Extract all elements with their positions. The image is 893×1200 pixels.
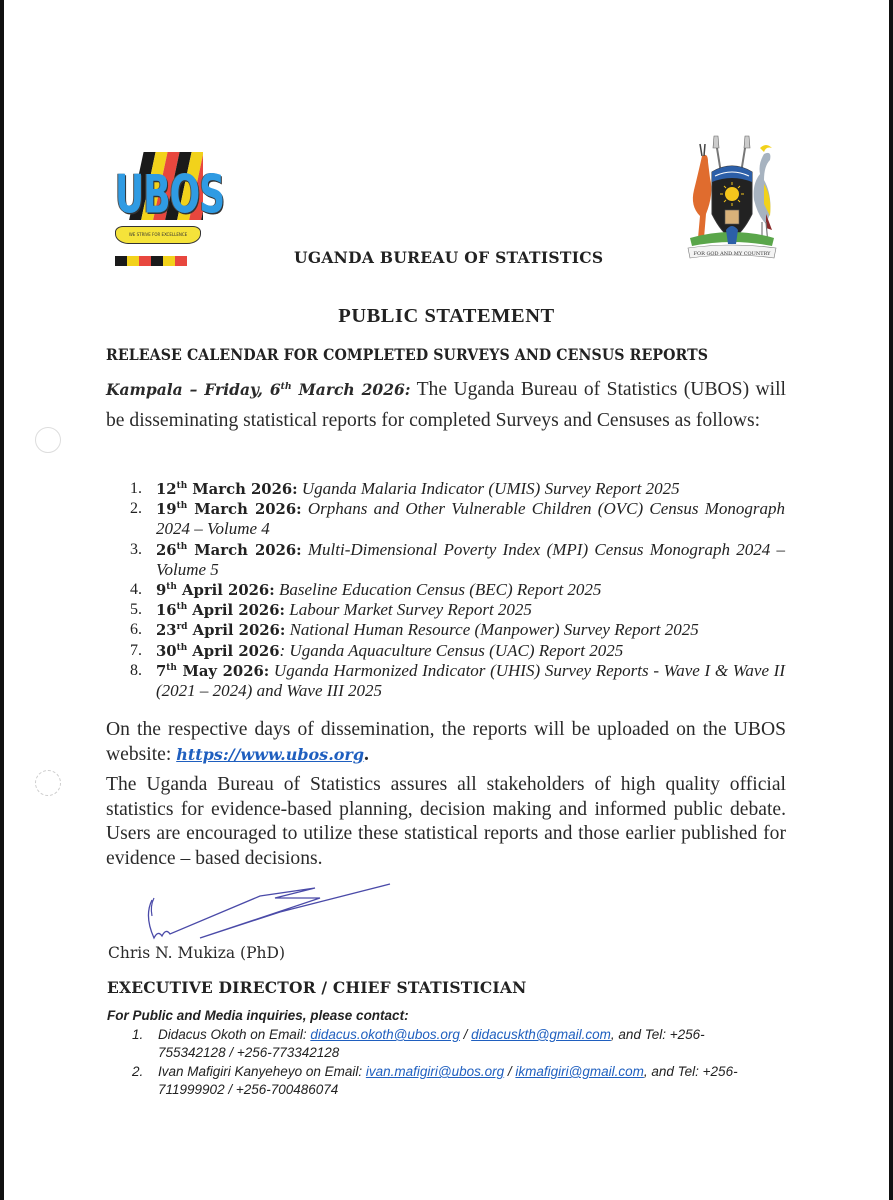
release-item: 2. 19th March 2026: Orphans and Other Vulnerable Children (OVC) Census Monograph 2024 – Volume 4	[130, 499, 785, 539]
statement-title: PUBLIC STATEMENT	[338, 306, 555, 327]
contact-item: 1. Didacus Okoth on Email: didacus.okoth@ubos.org / didacuskth@gmail.com, and Tel: +256-755342128 / +256-773342128	[132, 1027, 705, 1060]
signature-image	[140, 876, 400, 946]
release-item: 5. 16th April 2026: Labour Market Survey Report 2025	[130, 600, 532, 620]
organization-name: UGANDA BUREAU OF STATISTICS	[294, 248, 604, 267]
logo-motto-ribbon: WE STRIVE FOR EXCELLENCE	[115, 226, 201, 244]
ubos-website-link[interactable]: https://www.ubos.org	[176, 744, 365, 764]
intro-text: The Uganda Bureau of Statistics (UBOS) will be disseminating statistical reports for completed Surveys and Censuses as follows:	[106, 379, 786, 431]
coat-of-arms-icon	[680, 134, 784, 266]
statement-subtitle: RELEASE CALENDAR FOR COMPLETED SURVEYS AND CENSUS REPORTS	[106, 345, 709, 364]
release-item: 7. 30th April 2026: Uganda Aquaculture Census (UAC) Report 2025	[130, 640, 624, 660]
svg-text:FOR GOD AND MY COUNTRY: FOR GOD AND MY COUNTRY	[693, 251, 771, 257]
contacts-list	[132, 1026, 772, 1100]
release-calendar-list	[130, 479, 785, 701]
uganda-coat-of-arms	[680, 134, 784, 266]
release-item: 6. 23rd April 2026: National Human Resource (Manpower) Survey Report 2025	[130, 620, 699, 640]
release-item: 4. 9th April 2026: Baseline Education Census (BEC) Report 2025	[130, 580, 602, 600]
signer-name: Chris N. Mukiza (PhD)	[108, 944, 285, 962]
website-paragraph: On the respective days of dissemination, the reports will be uploaded on the UBOS website: https://www.ubos.org.	[106, 719, 786, 765]
signer-title: EXECUTIVE DIRECTOR / CHIEF STATISTICIAN	[107, 978, 527, 997]
email-link[interactable]: ivan.mafigiri@ubos.org	[365, 1064, 505, 1079]
intro-paragraph	[106, 374, 786, 436]
contact-item: 2. Ivan Mafigiri Kanyeheyo on Email: ivan.mafigiri@ubos.org / ikmafigiri@gmail.com, and Tel: +256-711999902 / +256-700486074	[132, 1064, 738, 1097]
scan-border-right	[889, 0, 893, 1200]
ubos-logo	[113, 150, 225, 268]
logo-acronym: UBOS	[115, 166, 225, 226]
dateline: Kampala – Friday, 6th March 2026:	[106, 380, 411, 399]
logo-color-bar	[115, 256, 187, 266]
punch-hole-mark	[35, 770, 61, 796]
email-link[interactable]: ikmafigiri@gmail.com	[515, 1064, 644, 1079]
assurance-paragraph: The Uganda Bureau of Statistics assures all stakeholders of high quality official statistics for evidence-based planning, decision making and informed public debate. Users are encouraged to utilize these statistical reports and those earlier published for evidence – based decisions.	[106, 774, 786, 869]
release-item: 8. 7th May 2026: Uganda Harmonized Indicator (UHIS) Survey Reports - Wave I & Wave II (2021 – 2024) and Wave III 2025	[130, 660, 785, 701]
punch-hole-mark	[35, 427, 61, 453]
release-item: 1. 12th March 2026: Uganda Malaria Indicator (UMIS) Survey Report 2025	[130, 479, 680, 498]
email-link[interactable]: didacus.okoth@ubos.org	[310, 1027, 460, 1042]
contacts-heading: For Public and Media inquiries, please contact:	[107, 1008, 409, 1023]
scan-border-left	[0, 0, 4, 1200]
release-item: 3. 26th March 2026: Multi-Dimensional Poverty Index (MPI) Census Monograph 2024 – Volume 5	[130, 539, 785, 579]
email-link[interactable]: didacuskth@gmail.com	[471, 1027, 611, 1042]
